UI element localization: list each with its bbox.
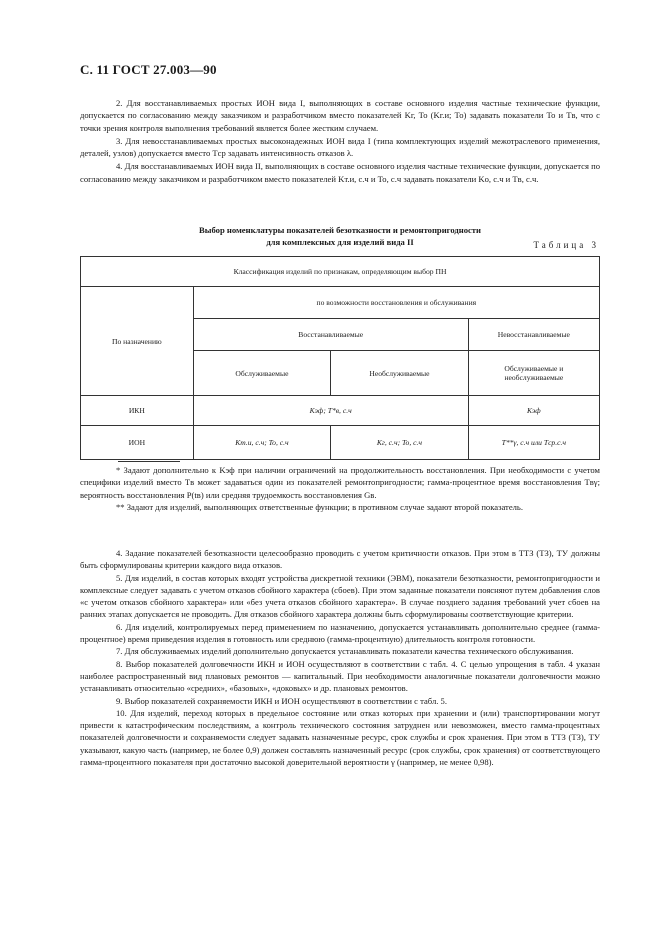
- row-ion-unserviced: Kг, с.ч; To, с.ч: [331, 426, 469, 460]
- row-ikn-nonrestorable: Kэф: [468, 396, 599, 426]
- intro-paragraph: 2. Для восстанавливаемых простых ИОН вида I, выполняющих в составе основного изделия частные технические функции, допускается по согласованию между заказчиком и разработчиком вместо показателей Kг, To (Kг.и; To) задавать показатели To и Tв, что с точки зрения контроля выполнения требований является более жестким случаем.: [80, 98, 600, 133]
- body-paragraph: 4. Задание показателей безотказности целесообразно проводить с учетом критичности отказов. При этом в ТТЗ (ТЗ), ТУ должны быть сформулированы критерии каждого вида отказов.: [80, 548, 600, 571]
- restore-header: по возможности восстановления и обслуживания: [193, 287, 599, 319]
- body-paragraph: 10. Для изделий, переход которых в предельное состояние или отказ которых при хранении и (или) транспортировании могут привести к катастрофическим последствиям, а контроль технического состояния затруднен или невозможен, вместо гамма-процентных показателей долговечности и сохраняемости следует задавать назначенные ресурс, срок службы и срок хранения. При этом в ТТЗ (ТЗ), ТУ указывают, какую часть (например, не более 0,9) должен составлять назначенный ресурс (срок службы, срок хранения) от соответствующего гамма-процентного показателя при достаточно высокой доверительной вероятности γ (например, не менее 0,98).: [80, 707, 600, 768]
- nonrestorable-cell: [468, 319, 599, 396]
- intro-section: [80, 97, 600, 185]
- footnote: * Задают дополнительно к Kэф при наличии ограничений на продолжительность восстановления. При необходимости с учетом специфики изделий вместо Tв может задаваться один из показателей ремонтопригодности; гамма-процентное время восстановления Tвγ; вероятность восстановления P(tв) или средняя трудоемкость восстановления Gв.: [80, 465, 600, 500]
- intro-paragraph: 3. Для невосстанавливаемых простых высоконадежных ИОН вида I (типа комплектующих изделий межотраслевого применения, деталей, узлов) допускается вместо Tср задавать интенсивность отказов λ.: [80, 135, 600, 159]
- body-paragraph: 9. Выбор показателей сохраняемости ИКН и ИОН осуществляют в соответствии с табл. 5.: [116, 695, 447, 706]
- row-ikn-restorable: Kэф; T*в, с.ч: [193, 396, 468, 426]
- row-ion-nonrestorable: T**γ, с.ч или Tср.с.ч: [468, 426, 599, 460]
- classification-header: Классификация изделий по признакам, определяющим выбор ПН: [81, 257, 600, 287]
- table-title-line: Выбор номенклатуры показателей безотказности и ремонтопригодности: [199, 225, 481, 235]
- body-paragraph: 7. Для обслуживаемых изделий дополнительно допускается устанавливать показатели качества технического обслуживания.: [116, 646, 574, 657]
- table-title: [80, 224, 600, 248]
- row-ikn-name: ИКН: [81, 396, 194, 426]
- row-ion-name: ИОН: [81, 426, 194, 460]
- serviced-header: Обслуживаемые: [193, 351, 331, 396]
- footnote: ** Задают для изделий, выполняющих ответственные функции; в противном случае задают второй показатель.: [116, 501, 523, 512]
- footnote-divider: [118, 461, 180, 462]
- body-section: [80, 547, 600, 768]
- footnotes: [80, 464, 600, 513]
- intro-paragraph: 4. Для восстанавливаемых ИОН вида II, выполняющих в составе основного изделия частные технические функции, допускается по согласованию между заказчиком и разработчиком вместо показателей Kт.и, с.ч и To, с.ч задавать показатели Ko, с.ч и Tв, с.ч.: [80, 161, 600, 184]
- unserviced-header: Необслуживаемые: [331, 351, 469, 396]
- table-3: [80, 256, 600, 460]
- page-header: С. 11 ГОСТ 27.003—90: [80, 62, 217, 77]
- row-ion-serviced: Kт.и, с.ч; To, с.ч: [193, 426, 331, 460]
- restorable-header: Восстанавливаемые: [193, 319, 468, 351]
- body-paragraph: 6. Для изделий, контролируемых перед применением по назначению, допускается устанавливать дополнительно среднее (гамма-процентное) время приведения изделия в готовность или среднюю (гамма-процентную) длительность контроля готовности.: [80, 621, 600, 645]
- nonrestorable-header: Невосстанавливаемые: [469, 319, 599, 351]
- table-number: Таблица 3: [533, 240, 599, 250]
- table-title-line: для комплексных для изделий вида II: [266, 237, 414, 247]
- body-paragraph: 5. Для изделий, в состав которых входят устройства дискретной техники (ЭВМ), показатели безотказности, ремонтопригодности и комплексные следует задавать с учетом отказов сбойного характера (сбоев). При этом заданные показатели поясняют путем добавления слов «с учетом отказов сбойного характера» или «без учета отказов сбойного характера». В случае позднего задания требований учет сбоев на ранних этапах допускается не проводить. Для отказов сбойного характера должны быть сформулированы соответствующие критерии.: [80, 572, 600, 620]
- body-paragraph: 8. Выбор показателей долговечности ИКН и ИОН осуществляют в соответствии с табл. 4. С целью упрощения в табл. 4 указан наиболее распространенный вид плановых ремонтов — капитальный. При необходимости аналогичные показатели долговечности можно устанавливать относительно «средних», «базовых», «доковых» и др. плановых ремонтов.: [80, 658, 600, 694]
- serviced-unserviced-header: Обслуживаемые и необслуживаемые: [504, 364, 564, 382]
- purpose-header: По назначению: [81, 287, 194, 396]
